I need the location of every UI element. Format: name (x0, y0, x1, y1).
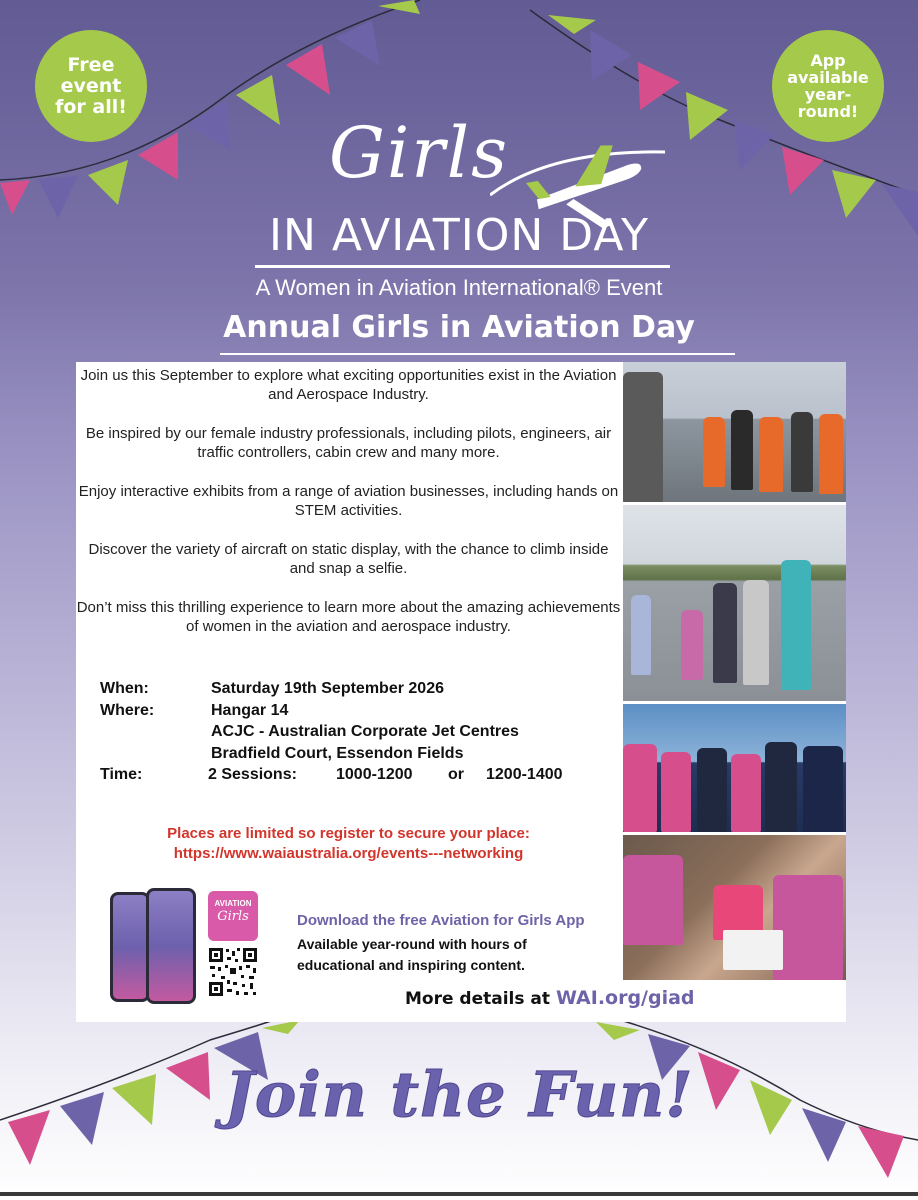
person-figure (781, 560, 811, 690)
session-1: 1000-1200 (336, 766, 413, 783)
where-line-2: ACJC - Australian Corporate Jet Centres (211, 723, 519, 740)
detail-where-row (100, 700, 620, 722)
person-figure (623, 744, 657, 832)
person-figure (631, 595, 651, 675)
register-text: Places are limited so register to secure your place: (167, 825, 530, 842)
qr-code-icon[interactable] (208, 947, 258, 997)
person-figure (803, 746, 843, 832)
person-figure (623, 855, 683, 945)
intro-paragraph: Don’t miss this thrilling experience to learn more about the amazing achievements of women in the aviation and aerospace industry. (76, 599, 621, 635)
event-details (100, 678, 620, 786)
intro-text (76, 366, 621, 656)
free-event-badge-text: Free event for all! (55, 53, 127, 118)
more-details-link[interactable]: WAI.org/giad (555, 987, 695, 1009)
person-figure (759, 417, 783, 492)
register-notice (76, 824, 621, 864)
event-photo (623, 505, 846, 701)
logo-subtitle: A Women in Aviation International® Event (255, 275, 663, 300)
app-download-description: Available year-round with hours of educational and inspiring content. (297, 936, 527, 973)
person-figure (703, 417, 725, 487)
person-figure (713, 583, 737, 683)
more-details (405, 987, 695, 1009)
when-value: Saturday 19th September 2026 (211, 680, 444, 697)
join-the-fun-label: Join the Fun! (224, 1058, 694, 1131)
person-figure (765, 742, 797, 832)
register-link[interactable]: https://www.waiaustralia.org/events---networking (173, 845, 524, 862)
person-figure (791, 412, 813, 492)
intro-paragraph: Be inspired by our female industry professionals, including pilots, engineers, air traffic controllers, cabin crew and many more. (85, 425, 612, 461)
event-photo (623, 704, 846, 832)
intro-paragraph: Enjoy interactive exhibits from a range of aviation businesses, including hands on STEM activities. (78, 483, 619, 519)
logo-divider (255, 265, 670, 268)
phone-screen (149, 891, 193, 1001)
join-the-fun-text (0, 1058, 918, 1131)
app-available-badge-text: App available year- round! (787, 51, 869, 121)
phone-mockup (146, 888, 196, 1004)
person-figure (743, 580, 769, 685)
more-details-prefix: More details at (405, 989, 551, 1009)
title-underline (220, 353, 735, 355)
person-figure (661, 752, 691, 832)
person-figure (623, 372, 663, 502)
detail-where-row-2 (100, 721, 620, 743)
paper-sheet (723, 930, 783, 970)
session-2: 1200-1400 (486, 766, 563, 783)
time-label: Time: (100, 766, 143, 783)
logo-main-text: IN AVIATION DAY (269, 210, 649, 261)
event-photo (623, 835, 846, 980)
page-title: Annual Girls in Aviation Day (223, 310, 695, 345)
person-figure (819, 414, 843, 494)
person-figure (731, 410, 753, 490)
where-line-3: Bradfield Court, Essendon Fields (211, 744, 464, 762)
intro-paragraph: Join us this September to explore what exciting opportunities exist in the Aviation and Aerospace Industry. (80, 367, 617, 403)
logo-script-text (0, 112, 918, 194)
app-tile-bottom: Girls (217, 909, 249, 924)
sessions-label: 2 Sessions: (208, 766, 297, 783)
person-figure (773, 875, 843, 980)
where-line-1: Hangar 14 (211, 701, 289, 719)
where-label: Where: (100, 701, 155, 719)
phone-screen (113, 895, 147, 999)
when-label: When: (100, 680, 149, 697)
detail-time-row (100, 764, 620, 786)
intro-paragraph: Discover the variety of aircraft on static display, with the chance to climb inside and snap a selfie. (88, 541, 609, 577)
person-figure (731, 754, 761, 832)
session-or: or (448, 766, 464, 783)
logo-script-word: Girls (328, 112, 510, 194)
detail-where-row-3 (100, 743, 620, 765)
content-card (76, 362, 846, 1022)
app-download-title: Download the free Aviation for Girls App (297, 912, 585, 929)
person-figure (697, 748, 727, 832)
app-tile-top: AVIATION (214, 899, 252, 908)
event-photo (623, 362, 846, 502)
detail-when-row (100, 678, 620, 700)
phone-mockup (110, 892, 150, 1002)
app-logo-tile (208, 891, 258, 941)
person-figure (681, 610, 703, 680)
